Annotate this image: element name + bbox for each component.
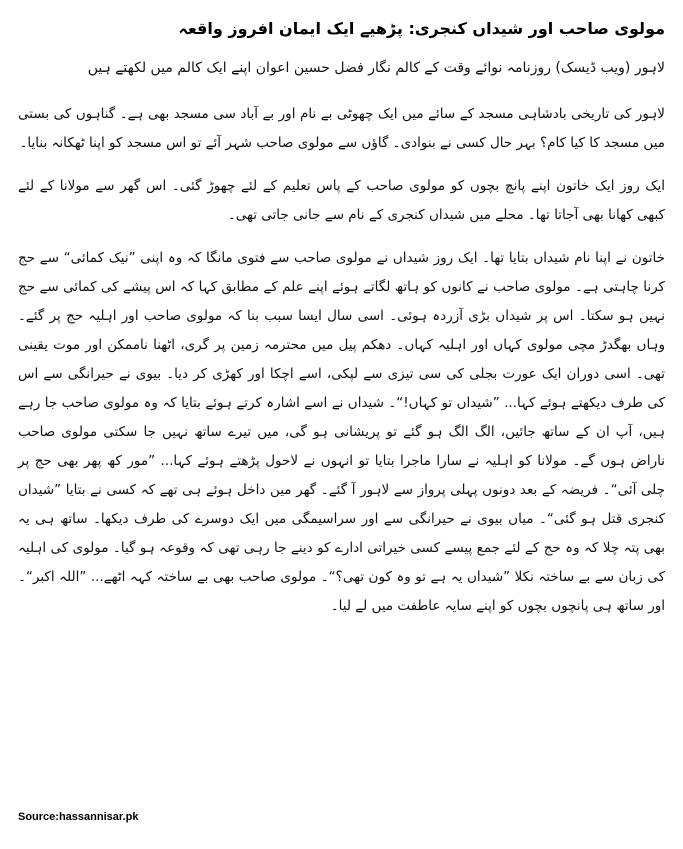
article-paragraph-1: لاہور کی تاریخی بادشاہی مسجد کے سائے میں ایک چھوٹی بے نام اور بے آباد سی مسجد بھی ہے۔ گناہوں کی بستی میں مسجد کا کیا کام؟ بہر حال کسی نے بنوادی۔ گاؤں سے مولوی صاحب شہر آئے تو اس مسجد کو اپنا ٹھکانہ بنایا۔ bbox=[18, 106, 665, 151]
article-paragraph-2: ایک روز ایک خاتون اپنے پانچ بچوں کو مولوی صاحب کے پاس تعلیم کے لئے چھوڑ گئی۔ اس گھر سے مولانا کے لئے کبھی کھانا بھی آجاتا تھا۔ محلے میں شیداں کنجری کے نام سے جانی جاتی تھی۔ bbox=[18, 178, 665, 223]
source-credit: Source:hassannisar.pk bbox=[18, 811, 139, 823]
article-byline: لاہور (ویب ڈیسک) روزنامہ نوائے وقت کے کالم نگار فضل حسین اعوان اپنے ایک کالم میں لکھتے ہیں bbox=[87, 60, 665, 76]
article-title: مولوی صاحب اور شیداں کنجری: پڑھیے ایک ایمان افروز واقعہ bbox=[178, 19, 665, 38]
article-paragraph-3: خاتون نے اپنا نام شیداں بتایا تھا۔ ایک روز شیداں نے مولوی صاحب سے فتوی مانگا کہ وہ اپنی ”نیک کمائی“ سے حج کرنا چاہتی ہے۔ مولوی صاحب نے کانوں کو ہاتھ لگاتے ہوئے اپنے علم کے مطابق کہا کہ اس پیشے کی کمائی سے حج نہیں ہو سکتا۔ اس پر شیداں بڑی آزردہ ہوئی۔ اسی سال ایسا سبب بنا کہ مولوی صاحب اور اہلیہ حج پر گئے۔ وہاں بھگدڑ مچی مولوی کہاں اور اہلیہ کہاں۔ دھکم پیل میں محترمہ زمین پر گری، اٹھنا ناممکن اور موت یقینی تھی۔ اسی دوران ایک عورت بجلی کی سی تیزی سے لپکی، اسے اچکا اور کھڑی کر دیا۔ بیوی نے حیرانگی سے اس کی طرف دیکھتے ہوئے کہا... ”شیداں تو کہاں!“۔ شیداں نے اسے اشارہ کرتے ہوئے بتایا کہ وہ مولوی صاحب جا رہے ہیں، آپ ان کے ساتھ جائیں، الگ الگ ہو گئے تو پریشانی ہو گی، میں تیرے ساتھ نہیں جا سکتی مولوی صاحب ناراض ہوں گے۔ مولانا کو اہلیہ نے سارا ماجرا بتایا تو انہوں نے لاحول پڑھتے ہوئے کہا... ”مور کھ پھر بھی حج پر چلی آئی“۔ فریضہ کے بعد دونوں پہلی پرواز سے لاہور آ گئے۔ گھر میں داخل ہوئے ہی تھے کہ کسی نے بتایا ”شیداں کنجری قتل ہو گئی“۔ میاں بیوی نے حیرانگی سے اور سراسیمگی میں ایک دوسرے کی طرف دیکھا۔ ساتھ ہی یہ بھی پتہ چلا کہ وہ حج کے لئے جمع پیسے کسی خیراتی ادارے کو دینے جا رہی تھی کہ وقوعہ ہو گیا۔ مولوی کی اہلیہ کی زبان سے بے ساختہ نکلا ”شیداں یہ ہے تو وہ کون تھی؟“۔ مولوی صاحب بھی بے ساختہ کہہ اٹھے... ”اللہ اکبر“۔ اور ساتھ ہی پانچوں بچوں کو اپنے سایہ عاطفت میں لے لیا۔ bbox=[18, 250, 665, 614]
